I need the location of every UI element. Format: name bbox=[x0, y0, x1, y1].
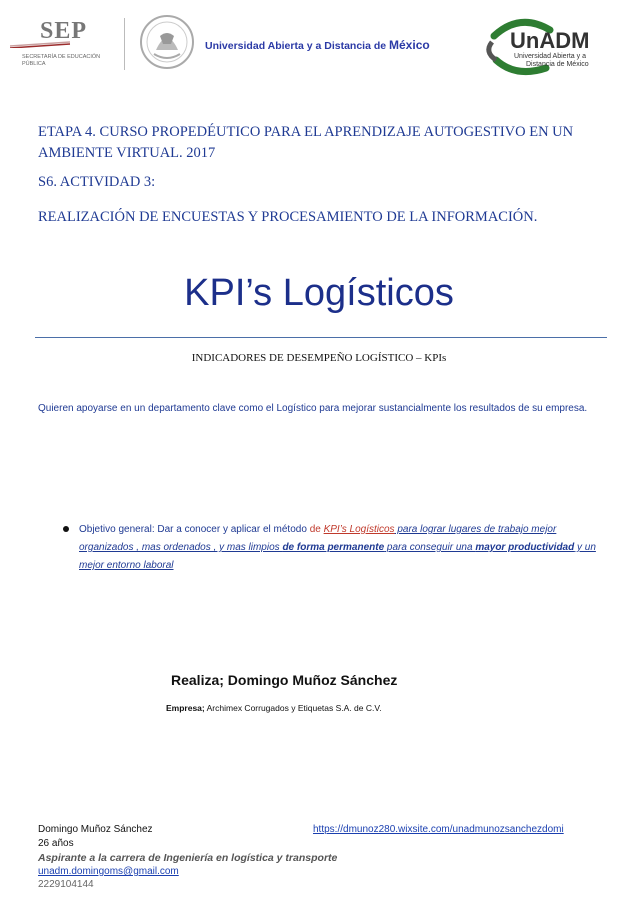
sep-logo-subtitle: SECRETARÍA DE EDUCACIÓN PÚBLICA bbox=[22, 54, 101, 67]
mexico-emblem-icon bbox=[138, 12, 196, 72]
intro-paragraph: Quieren apoyarse en un departamento clave como el Logístico para mejorar sustancialmente los resultados de su empresa. bbox=[38, 403, 588, 414]
page-title: KPI’s Logísticos bbox=[184, 272, 454, 314]
sep-logo-text: SEP bbox=[40, 18, 88, 44]
sep-logo bbox=[10, 18, 122, 68]
objective-text-1: Objetivo general: Dar a conocer y aplicar el método bbox=[79, 524, 310, 535]
objective-text-4: y un mejor entorno laboral bbox=[79, 542, 596, 571]
footer-age: 26 años bbox=[38, 838, 74, 849]
company-label: Empresa; bbox=[166, 703, 205, 713]
objective-text-de: de bbox=[309, 524, 324, 535]
bullet-icon bbox=[63, 526, 69, 532]
footer-website-link[interactable]: https://dmunoz280.wixsite.com/unadmunozsanchezdomi bbox=[313, 824, 564, 835]
company-line bbox=[166, 703, 382, 713]
activity-subject: REALIZACIÓN DE ENCUESTAS Y PROCESAMIENTO DE LA INFORMACIÓN. bbox=[38, 209, 538, 225]
unadm-logo-sub2: Distancia de México bbox=[526, 61, 589, 68]
objective-text-permanente: de forma permanente bbox=[282, 542, 385, 553]
objective-bullet bbox=[79, 521, 607, 575]
footer-name: Domingo Muñoz Sánchez bbox=[38, 824, 153, 835]
company-value: Archimex Corrugados y Etiquetas S.A. de C.V. bbox=[204, 703, 382, 713]
header-title-mexico: México bbox=[389, 38, 430, 52]
header-title-text: Universidad Abierta y a Distancia de bbox=[205, 40, 390, 52]
header-university-title bbox=[205, 38, 430, 52]
header-divider bbox=[124, 18, 125, 70]
title-divider bbox=[35, 337, 607, 338]
page-subtitle: INDICADORES DE DESEMPEÑO LOGÍSTICO – KPIs bbox=[191, 352, 447, 364]
objective-text-3: para conseguir una bbox=[384, 542, 476, 553]
footer-email-link[interactable]: unadm.domingoms@gmail.com bbox=[38, 866, 179, 877]
unadm-logo-text: UnADM bbox=[510, 28, 590, 53]
etapa-heading: ETAPA 4. CURSO PROPEDÉUTICO PARA EL APRENDIZAJE AUTOGESTIVO EN UN AMBIENTE VIRTUAL. 2017 bbox=[38, 124, 574, 161]
footer-phone: 2229104144 bbox=[38, 879, 94, 890]
unadm-logo-sub1: Universidad Abierta y a bbox=[514, 53, 586, 60]
objective-kpi-link: KPI’s Logísticos bbox=[323, 524, 395, 535]
footer-aspirante: Aspirante a la carrera de Ingeniería en logística y transporte bbox=[38, 852, 338, 864]
objective-text-productividad: mayor productividad bbox=[475, 542, 575, 553]
author-heading: Realiza; Domingo Muñoz Sánchez bbox=[171, 672, 398, 688]
unadm-logo bbox=[480, 16, 630, 76]
activity-heading: S6. ACTIVIDAD 3: bbox=[38, 174, 156, 190]
objective-text-2: para lograr lugares de trabajo mejor organizados , mas ordenados , y mas limpios bbox=[79, 524, 557, 553]
